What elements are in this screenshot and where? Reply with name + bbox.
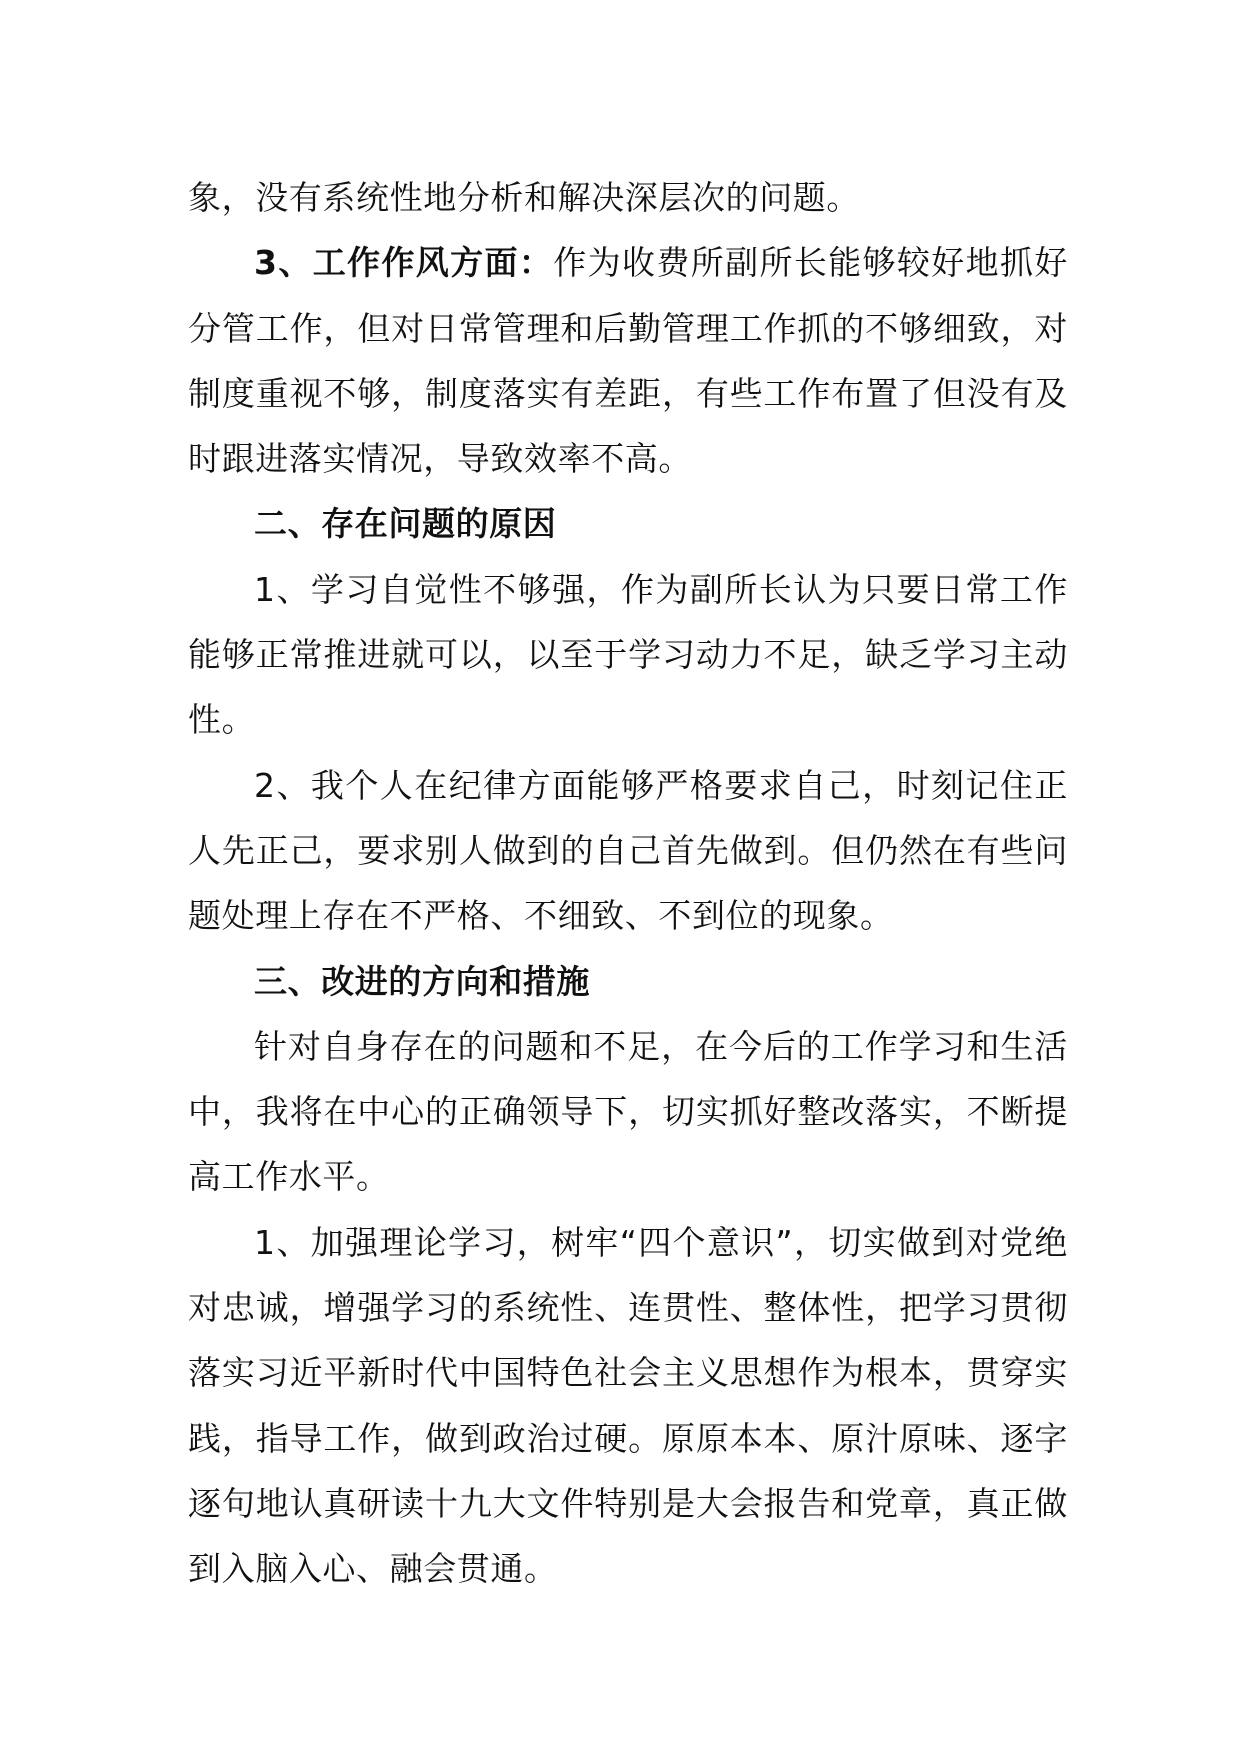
section-heading-causes bbox=[188, 491, 1068, 556]
paragraph-improvement-intro bbox=[188, 1014, 1068, 1210]
heading-text: 二、存在问题的原因 bbox=[254, 504, 557, 544]
paragraph-text: 针对自身存在的问题和不足，在今后的工作学习和生活中，我将在中心的正确领导下，切实抓好整改落实，不断提高工作水平。 bbox=[188, 1026, 1068, 1197]
paragraph-lead: 3、工作作风方面： bbox=[254, 243, 554, 283]
paragraph-improvement-1 bbox=[188, 1210, 1068, 1602]
section-heading-improvements bbox=[188, 949, 1068, 1014]
paragraph-text: 象，没有系统性地分析和解决深层次的问题。 bbox=[188, 178, 860, 217]
paragraph-text: 2、我个人在纪律方面能够严格要求自己，时刻记住正人先正己，要求别人做到的自己首先做到。但仍然在有些问题处理上存在不严格、不细致、不到位的现象。 bbox=[188, 765, 1068, 936]
paragraph-cause-2 bbox=[188, 753, 1068, 949]
heading-text: 三、改进的方向和措施 bbox=[254, 961, 590, 1001]
paragraph-cause-1 bbox=[188, 557, 1068, 753]
paragraph-continuation bbox=[188, 165, 1068, 230]
paragraph-text: 作为收费所副所长能够较好地抓好分管工作，但对日常管理和后勤管理工作抓的不够细致，对制度重视不够，制度落实有差距，有些工作布置了但没有及时跟进落实情况，导致效率不高。 bbox=[188, 243, 1068, 479]
document-body bbox=[188, 165, 1068, 1602]
paragraph-text: 1、加强理论学习，树牢“四个意识”，切实做到对党绝对忠诚，增强学习的系统性、连贯性、整体性，把学习贯彻落实习近平新时代中国特色社会主义思想作为根本，贯穿实践，指导工作，做到政治过硬。原原本本、原汁原味、逐字逐句地认真研读十九大文件特别是大会报告和党章，真正做到入脑入心、融会贯通。 bbox=[188, 1222, 1068, 1589]
paragraph-text: 1、学习自觉性不够强，作为副所长认为只要日常工作能够正常推进就可以，以至于学习动力不足，缺乏学习主动性。 bbox=[188, 569, 1068, 740]
paragraph-work-style bbox=[188, 230, 1068, 491]
